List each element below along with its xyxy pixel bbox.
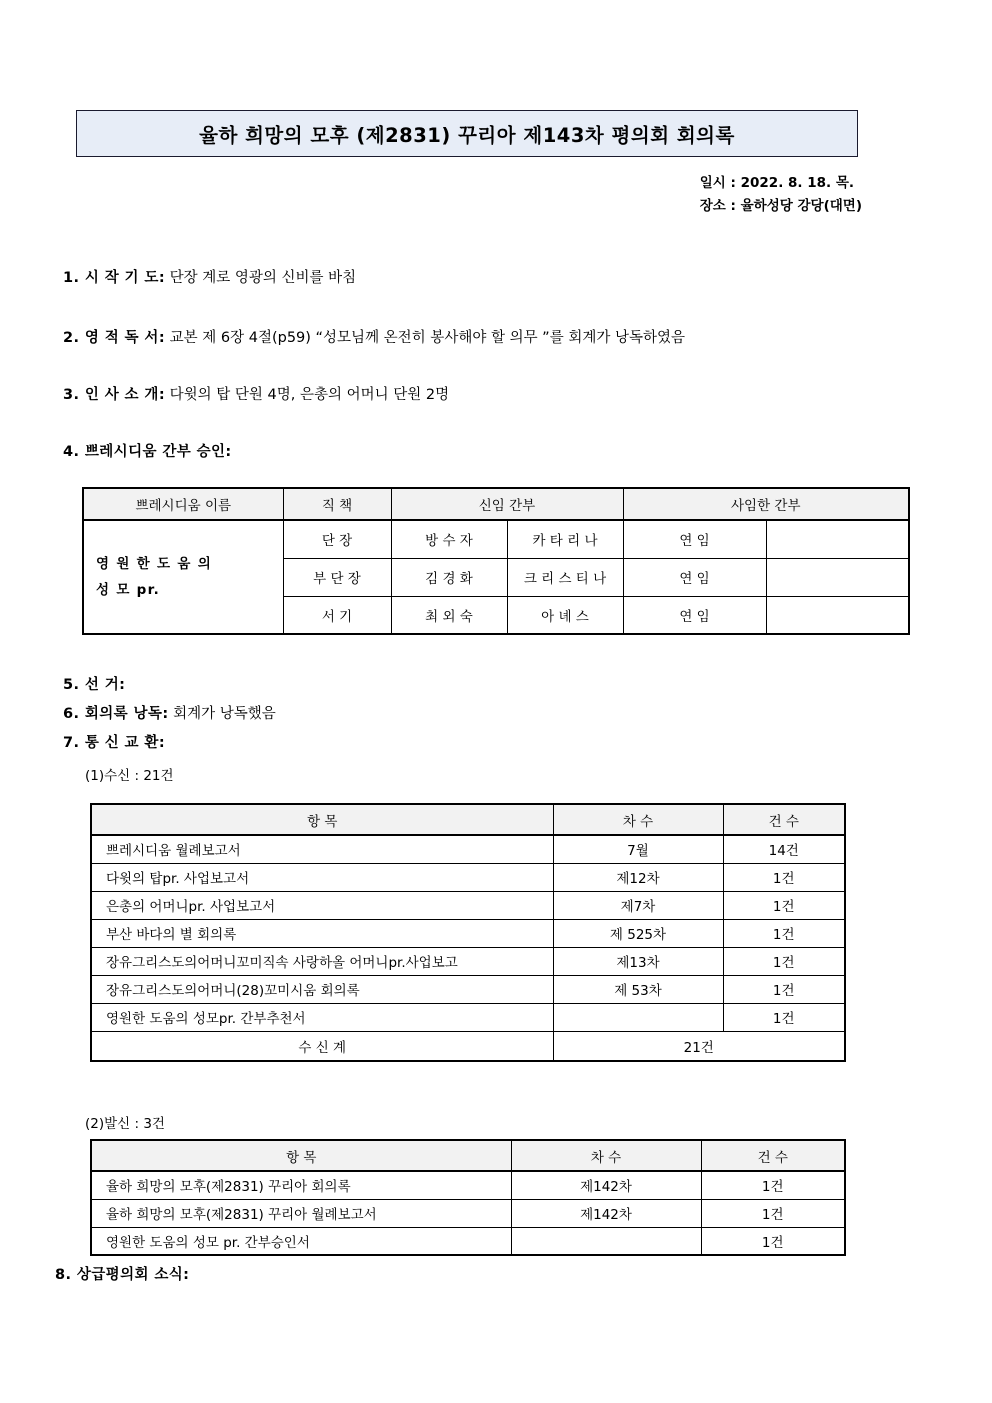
table-row [91, 975, 845, 1003]
table-row [91, 1227, 845, 1255]
presidium-name-line-1: 영 원 한 도 움 의 [96, 556, 213, 572]
received-total-label: 수 신 계 [91, 1031, 553, 1061]
table-row [91, 863, 845, 891]
agenda-item-4-label: 4. 쁘레시디움 간부 승인: [63, 444, 232, 460]
received-order: 제12차 [553, 863, 723, 891]
officer-baptismal-name: 아 녜 스 [507, 596, 623, 634]
sent-table-body [91, 1171, 845, 1255]
sent-subheading: (2)발신 : 3건 [85, 1116, 165, 1132]
sent-item: 영원한 도움의 성모 pr. 간부승인서 [91, 1227, 511, 1255]
officer-position: 단 장 [283, 520, 391, 558]
officers-table-head [83, 488, 909, 520]
received-order: 제 53차 [553, 975, 723, 1003]
agenda-item-6-label: 6. 회의록 낭독: [63, 706, 169, 722]
sent-count: 1건 [701, 1199, 845, 1227]
officer-position: 서 기 [283, 596, 391, 634]
officers-approval-table [82, 487, 910, 635]
officer-position: 부 단 장 [283, 558, 391, 596]
table-row [83, 520, 909, 558]
received-count: 1건 [723, 947, 845, 975]
meeting-date: 일시 : 2022. 8. 18. 목. [699, 175, 855, 191]
agenda-item-3-value: 다윗의 탑 단원 4명, 은총의 어머니 단원 2명 [169, 387, 450, 403]
received-item: 부산 바다의 별 회의록 [91, 919, 553, 947]
header-presidium-name: 쁘레시디움 이름 [83, 488, 283, 520]
table-row [91, 1171, 845, 1199]
agenda-item-8 [55, 1267, 189, 1284]
officer-baptismal-name: 크 리 스 티 나 [507, 558, 623, 596]
received-order: 7월 [553, 835, 723, 863]
received-correspondence-table [90, 803, 846, 1062]
officer-status: 연 임 [623, 558, 766, 596]
agenda-item-4 [63, 444, 232, 461]
header-sent-item: 항 목 [91, 1140, 511, 1171]
officer-name: 최 외 숙 [391, 596, 507, 634]
officer-name: 김 경 화 [391, 558, 507, 596]
received-subheading: (1)수신 : 21건 [85, 768, 174, 784]
presidium-name-line-2: 성 모 pr. [96, 582, 161, 598]
received-order: 제13차 [553, 947, 723, 975]
sent-table-header-row [91, 1140, 845, 1171]
sent-count: 1건 [701, 1227, 845, 1255]
received-total-value: 21건 [553, 1031, 845, 1061]
header-resigned-officers: 사임한 간부 [623, 488, 909, 520]
agenda-item-3 [63, 387, 449, 404]
table-row [91, 947, 845, 975]
received-count: 1건 [723, 891, 845, 919]
officer-status: 연 임 [623, 596, 766, 634]
agenda-item-1-value: 단장 계로 영광의 신비를 바침 [169, 270, 357, 286]
header-new-officers: 신임 간부 [391, 488, 623, 520]
table-row [91, 835, 845, 863]
sent-correspondence-table [90, 1139, 846, 1256]
received-table-header-row [91, 804, 845, 835]
received-table-body [91, 835, 845, 1061]
received-order [553, 1003, 723, 1031]
agenda-item-1 [63, 270, 356, 287]
sent-count: 1건 [701, 1171, 845, 1199]
agenda-item-3-label: 3. 인 사 소 개: [63, 387, 166, 403]
table-row [91, 1199, 845, 1227]
sent-item: 율하 희망의 모후(제2831) 꾸리아 회의록 [91, 1171, 511, 1199]
received-item: 다윗의 탑pr. 사업보고서 [91, 863, 553, 891]
sent-order: 제142차 [511, 1171, 701, 1199]
header-sent-count: 건 수 [701, 1140, 845, 1171]
received-item: 쁘레시디움 월례보고서 [91, 835, 553, 863]
received-count: 1건 [723, 919, 845, 947]
officer-status: 연 임 [623, 520, 766, 558]
received-count: 1건 [723, 863, 845, 891]
sent-order [511, 1227, 701, 1255]
table-row [91, 919, 845, 947]
received-item: 장유그리스도의어머니꼬미직속 사랑하올 어머니pr.사업보고 [91, 947, 553, 975]
agenda-item-6-value: 회계가 낭독했음 [173, 706, 276, 722]
table-row [91, 1003, 845, 1031]
table-row [91, 891, 845, 919]
received-item: 영원한 도움의 성모pr. 간부추천서 [91, 1003, 553, 1031]
header-received-count: 건 수 [723, 804, 845, 835]
agenda-item-1-label: 1. 시 작 기 도: [63, 270, 166, 286]
agenda-item-2 [63, 330, 685, 347]
received-count: 1건 [723, 975, 845, 1003]
header-received-order: 차 수 [553, 804, 723, 835]
header-sent-order: 차 수 [511, 1140, 701, 1171]
received-count: 1건 [723, 1003, 845, 1031]
agenda-item-7-label: 7. 통 신 교 환: [63, 735, 166, 751]
received-order: 제7차 [553, 891, 723, 919]
received-item: 은총의 어머니pr. 사업보고서 [91, 891, 553, 919]
agenda-item-7 [63, 735, 165, 752]
officer-extra [766, 558, 909, 596]
officer-baptismal-name: 카 타 리 나 [507, 520, 623, 558]
officers-table-body [83, 520, 909, 634]
received-table-head [91, 804, 845, 835]
officer-name: 방 수 자 [391, 520, 507, 558]
sent-item: 율하 희망의 모후(제2831) 꾸리아 월례보고서 [91, 1199, 511, 1227]
sent-order: 제142차 [511, 1199, 701, 1227]
officers-table-header-row [83, 488, 909, 520]
meeting-place: 장소 : 율하성당 강당(대면) [699, 198, 862, 214]
officer-extra [766, 596, 909, 634]
header-received-item: 항 목 [91, 804, 553, 835]
agenda-item-2-label: 2. 영 적 독 서: [63, 330, 166, 346]
document-meta [700, 172, 862, 218]
presidium-name-cell [83, 520, 283, 634]
received-total-row [91, 1031, 845, 1061]
sent-table-head [91, 1140, 845, 1171]
agenda-item-8-label: 8. 상급평의회 소식: [55, 1267, 190, 1283]
agenda-item-6 [63, 706, 276, 723]
agenda-item-5-label: 5. 선 거: [63, 677, 126, 693]
received-count: 14건 [723, 835, 845, 863]
agenda-item-5 [63, 677, 125, 694]
header-position: 직 책 [283, 488, 391, 520]
document-title-banner [76, 110, 858, 157]
received-item: 장유그리스도의어머니(28)꼬미시움 회의록 [91, 975, 553, 1003]
page-title: 율하 희망의 모후 (제2831) 꾸리아 제143차 평의회 회의록 [199, 123, 735, 147]
received-order: 제 525차 [553, 919, 723, 947]
agenda-item-2-value: 교본 제 6장 4절(p59) “성모님께 온전히 봉사해야 할 의무 ”를 회계가 낭독하였음 [169, 330, 685, 346]
officer-extra [766, 520, 909, 558]
